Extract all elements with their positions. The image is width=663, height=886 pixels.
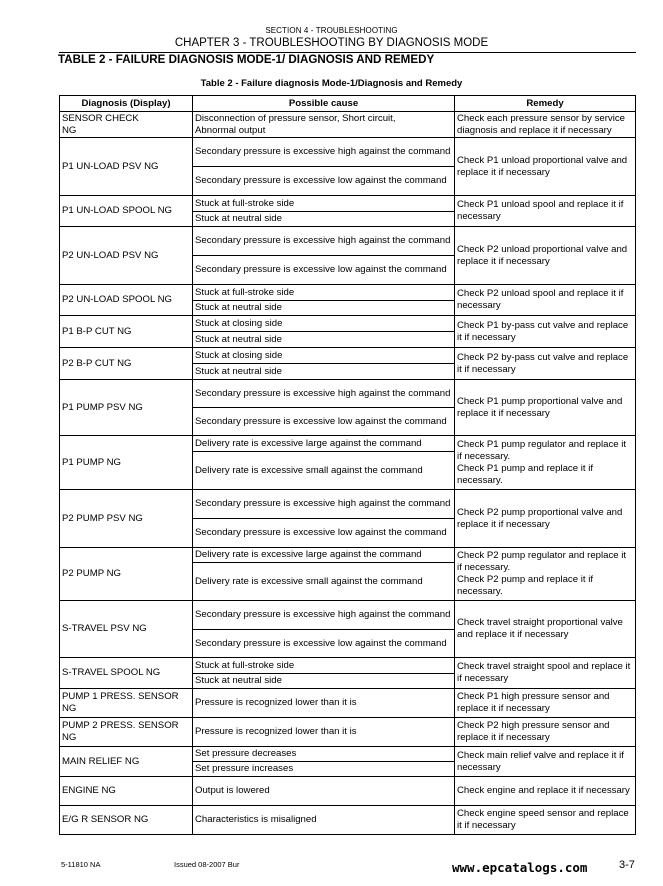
table-row (60, 548, 636, 563)
diagnosis-cell: P1 PUMP NG (60, 436, 193, 490)
diagnosis-cell: PUMP 1 PRESS. SENSOR NG (60, 689, 193, 718)
cause-cell: Output is lowered (193, 777, 455, 806)
diagnosis-cell: PUMP 2 PRESS. SENSOR NG (60, 718, 193, 747)
diagnosis-cell: P1 PUMP PSV NG (60, 380, 193, 436)
cause-cell: Secondary pressure is excessive low against the command (193, 519, 455, 548)
remedy-cell: Check P1 high pressure sensor and replace it if necessary (455, 689, 636, 718)
remedy-cell: Check P1 pump regulator and replace it if necessary. Check P1 pump and replace it if necessary. (455, 436, 636, 490)
website-watermark: www.epcatalogs.com (452, 860, 588, 875)
cause-cell: Secondary pressure is excessive low against the command (193, 630, 455, 658)
cause-cell: Secondary pressure is excessive high against the command (193, 490, 455, 519)
table-row (60, 718, 636, 747)
diagnosis-table (59, 95, 636, 835)
cause-cell: Secondary pressure is excessive low against the command (193, 408, 455, 436)
diagnosis-cell: S-TRAVEL PSV NG (60, 601, 193, 658)
table-row (60, 436, 636, 452)
diagnosis-cell: P1 B-P CUT NG (60, 316, 193, 348)
remedy-cell: Check main relief valve and replace it if necessary (455, 747, 636, 777)
table-row (60, 227, 636, 256)
remedy-cell: Check engine speed sensor and replace it if necessary (455, 806, 636, 835)
cause-cell: Secondary pressure is excessive low against the command (193, 167, 455, 196)
remedy-cell: Check travel straight proportional valve and replace it if necessary (455, 601, 636, 658)
cause-cell: Stuck at full-stroke side (193, 285, 455, 301)
diagnosis-cell: S-TRAVEL SPOOL NG (60, 658, 193, 689)
cause-cell: Set pressure decreases (193, 747, 455, 762)
cause-cell: Stuck at neutral side (193, 364, 455, 380)
diagnosis-cell: P2 PUMP PSV NG (60, 490, 193, 548)
diagnosis-cell: P2 PUMP NG (60, 548, 193, 601)
diagnosis-cell: P1 UN-LOAD SPOOL NG (60, 196, 193, 227)
column-header-remedy: Remedy (455, 96, 636, 112)
remedy-cell: Check P1 pump proportional valve and replace it if necessary (455, 380, 636, 436)
cause-cell: Stuck at neutral side (193, 332, 455, 348)
remedy-cell: Check P2 pump regulator and replace it if necessary. Check P2 pump and replace it if necessary. (455, 548, 636, 601)
cause-cell: Stuck at neutral side (193, 212, 455, 227)
table-row (60, 138, 636, 167)
table-row (60, 380, 636, 408)
cause-cell: Secondary pressure is excessive high against the command (193, 138, 455, 167)
cause-cell: Secondary pressure is excessive high against the command (193, 380, 455, 408)
remedy-cell: Check travel straight spool and replace it if necessary (455, 658, 636, 689)
column-header-cause: Possible cause (193, 96, 455, 112)
diagnosis-cell: E/G R SENSOR NG (60, 806, 193, 835)
section-header: SECTION 4 - TROUBLESHOOTING (265, 26, 398, 35)
table-row (60, 112, 636, 138)
remedy-cell: Check P2 unload spool and replace it if necessary (455, 285, 636, 316)
diagnosis-cell: P1 UN-LOAD PSV NG (60, 138, 193, 196)
diagnosis-cell: MAIN RELIEF NG (60, 747, 193, 777)
remedy-cell: Check P2 by-pass cut valve and replace it if necessary (455, 348, 636, 380)
issue-date: Issued 08-2007 Bur (174, 860, 240, 869)
cause-cell: Secondary pressure is excessive low against the command (193, 256, 455, 285)
chapter-header: CHAPTER 3 - TROUBLESHOOTING BY DIAGNOSIS MODE (174, 37, 489, 49)
table-row (60, 747, 636, 762)
document-number: 5-11810 NA (61, 860, 101, 869)
remedy-cell: Check each pressure sensor by service diagnosis and replace it if necessary (455, 112, 636, 138)
table-row (60, 285, 636, 301)
cause-cell: Pressure is recognized lower than it is (193, 718, 455, 747)
remedy-cell: Check engine and replace it if necessary (455, 777, 636, 806)
remedy-cell: Check P2 high pressure sensor and replace it if necessary (455, 718, 636, 747)
cause-cell: Stuck at neutral side (193, 301, 455, 316)
diagnosis-cell: P2 B-P CUT NG (60, 348, 193, 380)
table-title: Table 2 - Failure diagnosis Mode-1/Diagnosis and Remedy (200, 78, 463, 89)
remedy-cell: Check P1 unload proportional valve and replace it if necessary (455, 138, 636, 196)
cause-cell: Secondary pressure is excessive high against the command (193, 227, 455, 256)
table-row (60, 658, 636, 674)
table-header-row (60, 96, 636, 112)
diagnosis-cell: SENSOR CHECK NG (60, 112, 193, 138)
table-row (60, 806, 636, 835)
cause-cell: Characteristics is misaligned (193, 806, 455, 835)
table-row (60, 689, 636, 718)
cause-cell: Stuck at neutral side (193, 674, 455, 689)
page-title: TABLE 2 - FAILURE DIAGNOSIS MODE-1/ DIAGNOSIS AND REMEDY (58, 53, 435, 66)
table-body (60, 112, 636, 835)
cause-cell: Delivery rate is excessive small against the command (193, 563, 455, 601)
cause-cell: Delivery rate is excessive large against the command (193, 436, 455, 452)
remedy-cell: Check P2 unload proportional valve and replace it if necessary (455, 227, 636, 285)
diagnosis-cell: P2 UN-LOAD SPOOL NG (60, 285, 193, 316)
cause-cell: Stuck at full-stroke side (193, 196, 455, 212)
table-row (60, 777, 636, 806)
page-number: 3-7 (619, 859, 635, 871)
remedy-cell: Check P1 by-pass cut valve and replace it if necessary (455, 316, 636, 348)
table-row (60, 601, 636, 630)
cause-cell: Stuck at closing side (193, 316, 455, 332)
table-row (60, 348, 636, 364)
cause-cell: Stuck at closing side (193, 348, 455, 364)
table-row (60, 490, 636, 519)
cause-cell: Disconnection of pressure sensor, Short circuit, Abnormal output (193, 112, 455, 138)
remedy-cell: Check P2 pump proportional valve and replace it if necessary (455, 490, 636, 548)
cause-cell: Stuck at full-stroke side (193, 658, 455, 674)
table-row (60, 196, 636, 212)
table-row (60, 316, 636, 332)
cause-cell: Delivery rate is excessive small against the command (193, 452, 455, 490)
diagnosis-cell: ENGINE NG (60, 777, 193, 806)
remedy-cell: Check P1 unload spool and replace it if necessary (455, 196, 636, 227)
diagnosis-cell: P2 UN-LOAD PSV NG (60, 227, 193, 285)
cause-cell: Delivery rate is excessive large against the command (193, 548, 455, 563)
cause-cell: Pressure is recognized lower than it is (193, 689, 455, 718)
cause-cell: Set pressure increases (193, 762, 455, 777)
column-header-diagnosis: Diagnosis (Display) (60, 96, 193, 112)
cause-cell: Secondary pressure is excessive high against the command (193, 601, 455, 630)
